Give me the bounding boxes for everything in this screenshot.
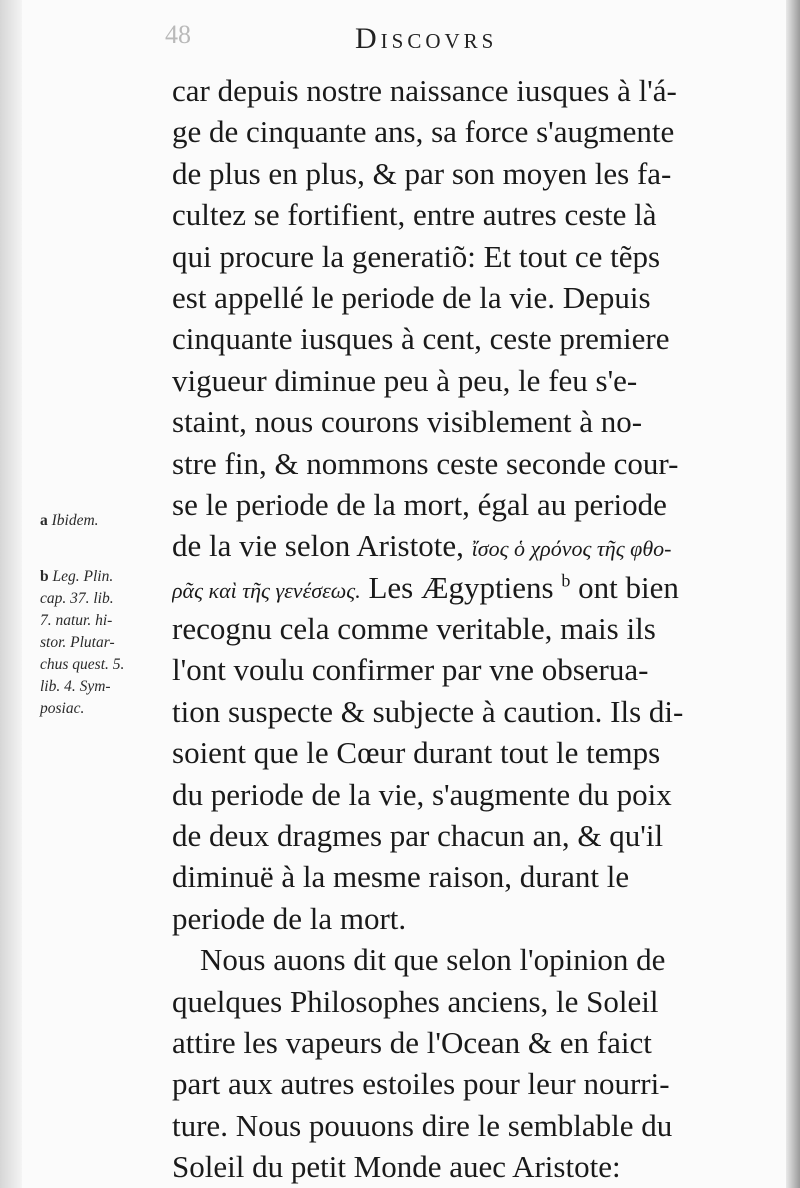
text-line: vigueur diminue peu à peu, le feu s'e- [172, 362, 638, 398]
page-edge [786, 0, 800, 1188]
text-line [172, 525, 772, 566]
text-line: stre fin, & nommons ceste seconde cour- [172, 445, 679, 481]
text-line: recognu cela comme veritable, mais ils [172, 611, 656, 647]
note-line: posiac. [40, 700, 85, 717]
text-line: part aux autres estoiles pour leur nourri- [172, 1066, 670, 1102]
text-line: l'ont voulu confirmer par vne obserua- [172, 652, 649, 688]
note-marker: b [40, 568, 49, 585]
text-segment: ont bien [570, 569, 679, 605]
text-line: attire les vapeurs de l'Ocean & en faict [172, 1024, 652, 1060]
text-line: se le periode de la mort, égal au periode [172, 486, 667, 522]
text-line: de plus en plus, & par son moyen les fa- [172, 155, 672, 191]
text-line: cinquante iusques à cent, ceste premiere [172, 321, 670, 357]
text-line: quelques Philosophes anciens, le Soleil [172, 983, 659, 1019]
text-line: Soleil du petit Monde auec Aristote: [172, 1149, 621, 1185]
text-line: diminuë à la mesme raison, durant le [172, 859, 630, 895]
note-line [40, 566, 168, 588]
text-line: ture. Nous pouuons dire le semblable du [172, 1107, 673, 1143]
note-reference-b: b [561, 570, 571, 591]
margin-note-b [40, 566, 168, 720]
text-segment: de la vie selon Aristote, [172, 528, 464, 564]
text-line: du periode de la vie, s'augmente du poix [172, 776, 672, 812]
note-line: chus quest. 5. [40, 656, 125, 673]
margin-note-a [40, 510, 168, 532]
page-number: 48 [165, 20, 191, 49]
note-text: Ibidem. [51, 512, 99, 529]
text-line: staint, nous courons visiblement à no- [172, 404, 643, 440]
note-line: cap. 37. lib. [40, 590, 114, 607]
text-line: ge de cinquante ans, sa force s'augmente [172, 114, 675, 150]
note-line: 7. natur. hi- [40, 612, 113, 629]
text-line: tion suspecte & subjecte à caution. Ils di- [172, 693, 684, 729]
note-marker: a [40, 512, 48, 529]
note-line: stor. Plutar- [40, 634, 115, 651]
text-line: soient que le Cœur durant tout le temps [172, 735, 661, 771]
greek-quotation: ἴσος ὁ χρόνος τῆς φθο- [471, 536, 672, 562]
text-line: car depuis nostre naissance iusques à l'á- [172, 73, 677, 108]
text-line: est appellé le periode de la vie. Depuis [172, 279, 651, 315]
note-line: lib. 4. Sym- [40, 678, 111, 695]
text-segment: Les Ægyptiens [368, 569, 554, 605]
note-line [40, 510, 168, 532]
note-text: Leg. Plin. [52, 568, 114, 585]
text-line [172, 567, 772, 608]
greek-quotation: ρᾶς καὶ τῆς γενέσεως. [172, 577, 361, 603]
text-line: qui procure la generatiõ: Et tout ce tẽps [172, 238, 661, 274]
text-line: periode de la mort. [172, 900, 407, 936]
text-line: Nous auons dit que selon l'opinion de [200, 942, 666, 978]
text-line: de deux dragmes par chacun an, & qu'il [172, 818, 664, 854]
page-gutter [0, 0, 22, 1188]
running-head: Discovrs [355, 22, 498, 55]
text-line: cultez se fortifient, entre autres ceste là [172, 197, 657, 233]
body-text [172, 70, 772, 1188]
